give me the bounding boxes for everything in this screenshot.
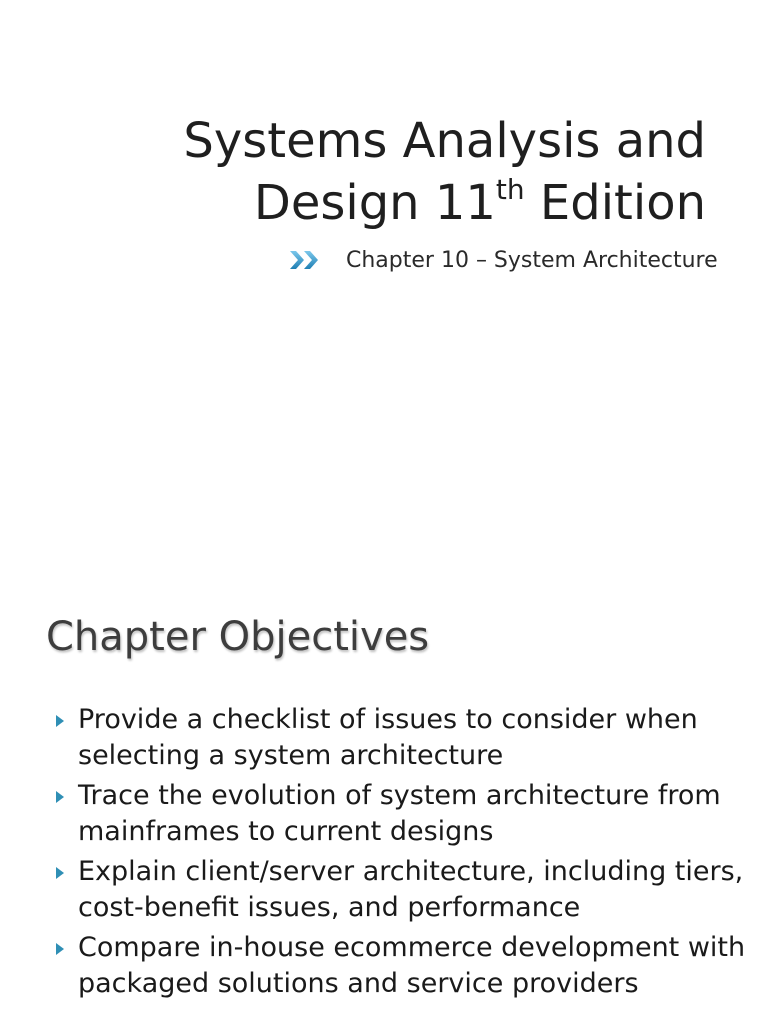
list-item [54, 778, 754, 850]
double-chevron-icon [288, 248, 324, 272]
list-item [54, 930, 754, 1002]
triangle-bullet-icon [56, 715, 64, 727]
bullet-text: Compare in-house ecommerce development with packaged solutions and service providers [78, 932, 746, 999]
title-line-1: Systems Analysis and [183, 113, 706, 169]
list-item [54, 854, 754, 926]
triangle-bullet-icon [56, 791, 64, 803]
subtitle: Chapter 10 – System Architecture [346, 247, 718, 273]
triangle-bullet-icon [56, 867, 64, 879]
objectives-slide [0, 576, 768, 1024]
title-line-2 [183, 172, 706, 234]
objectives-heading: Chapter Objectives [46, 614, 430, 660]
triangle-bullet-icon [56, 943, 64, 955]
objectives-list [54, 702, 754, 1006]
bullet-text: Trace the evolution of system architecture from mainframes to current designs [78, 780, 721, 847]
slide-title [183, 110, 706, 234]
bullet-text: Explain client/server architecture, including tiers, cost-benefit issues, and performance [78, 856, 744, 923]
title-superscript: th [495, 173, 525, 206]
title-line-2-pre: Design 11 [253, 175, 496, 231]
subtitle-row [288, 244, 718, 276]
list-item [54, 702, 754, 774]
title-line-2-post: Edition [524, 175, 706, 231]
bullet-text: Provide a checklist of issues to consider when selecting a system architecture [78, 704, 698, 771]
